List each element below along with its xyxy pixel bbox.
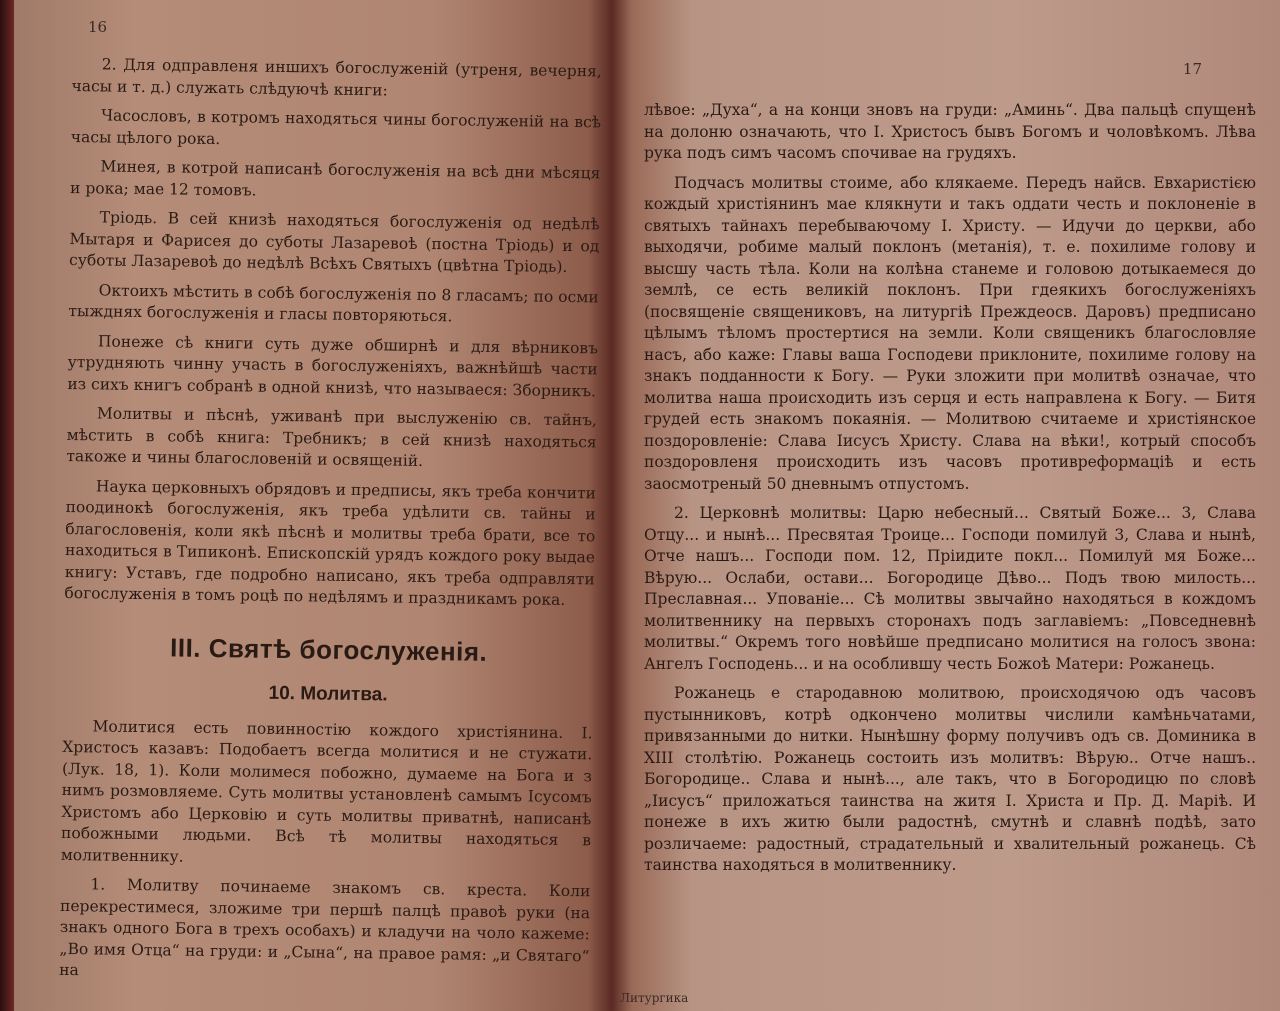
right-page	[612, 0, 1280, 1011]
paragraph: 1. Молитву починаеме знакомъ св. креста. Коли перекрестимеся, зложиме три першѣ палцѣ правоѣ руки (на знакъ одного Бога в трехъ особахъ) и кладучи на чоло кажеме: „Во имя Отца“ на груди: и „Сына“, на правое рамя: „и Святаго“ на	[59, 875, 591, 980]
right-page-body	[644, 100, 1256, 877]
subsection-title: 10. Молитва.	[268, 682, 388, 705]
section-title: III. Святѣ богослуженія.	[169, 631, 488, 667]
paragraph: Подчасъ молитвы стоиме, або клякаеме. Передъ найсв. Евхаристією кождый христіянинъ мае клякнути и такъ оддати честь и поклоненіе в святыхъ тайнахъ перебываючому І. Христу. — Идучи до церкви, або выходячи, робиме малый поклонъ (метанія), т. е. похилиме голову и высшу часть тѣла. Коли на колѣна станеме и головою дотыкаемеся до землѣ, се есть великій поклонъ. При гдеякихъ богослуженіяхъ (посвященіе священиковъ, на литургіѣ Преждеосв. Даровъ) предписано цѣлымъ тѣломъ простертися на земли. Коли священикъ благословляе насъ, або каже: Главы ваша Господеви приклоните, похилиме голову на знакъ подданности к Богу. — Руки зложити при молитвѣ означае, что молитва наша происходить изъ серця и есть направлена к Богу. — Битя грудей есть знакомъ покаянія. — Молитвою считаеме и христіянское поздоровленіе: Слава Іисусъ Христу. Слава на вѣки!, котрый способъ поздоровленя происходить изъ часовъ противреформаціѣ и есть заосмотреный 50 дневнымъ отпустомъ.	[644, 173, 1256, 493]
paragraph: 2. Церковнѣ молитвы: Царю небесный... Святый Боже... 3, Слава Отцу... и нынѣ... Пресвятая Троице... Господи помилуй 3, Слава и нынѣ, Отче нашъ... Господи пом. 12, Пріидите покл... Помилуй мя Боже... Вѣрую... Ослаби, остави... Богородице Дѣво... Подъ твою милость... Преславная... Упованіе... Сѣ молитвы звычайно находяться в кождомъ молитвеннику на первыхъ сторонахъ подъ заглавіемъ: „Повседневнѣ молитвы.“ Окремъ того новѣйше предписано молитися на голосъ звона: Ангелъ Господень... и на особлившу честь Божоѣ Матери: Рожанець.	[644, 504, 1256, 673]
paragraph: Молитися есть повинностію кождого христіянина. І. Христосъ казавъ: Подобаетъ всегда молитися и не стужати. (Лук. 18, 1). Коли молимеся побожно, думаеме на Бога и з нимъ розмовляеме. Суть молитвы установленѣ самымъ Ісусомъ Христомъ або Церковію и суть молитвы приватнѣ, написанѣ побожными людьми. Всѣ тѣ молитвы находяться в молитвеннику.	[60, 716, 593, 866]
paragraph: лѣвое: „Духа“, а на конци зновъ на груди: „Аминь“. Два пальцѣ спущенѣ на долоню означають, что І. Христосъ бывъ Богомъ и чоловѣкомъ. Лѣва рука подъ симъ часомъ спочивае на грудяхъ.	[644, 101, 1256, 162]
paragraph: Молитвы и пѣснѣ, уживанѣ при выслуженію св. тайнъ, мѣстить в собѣ книга: Требникъ; в сей книзѣ находяться такоже и чины благословеній и освященій.	[66, 404, 598, 470]
paragraph: Рожанець е стародавною молитвою, происходячою одъ часовъ пустынниковъ, котрѣ одкончено молитвы числили камѣньчатами, привязанными до нитки. Нынѣшну форму получивъ одъ св. Доминика в XIII столѣтію. Рожанець состоить изъ молитвъ: Вѣрую.. Отче нашъ.. Богородице.. Слава и нынѣ..., але такъ, что в Богородицю по словѣ „Іисусъ“ приложаться таинства на житя І. Христа и Пр. Д. Маріѣ. И понеже в ихъ житю были радостнѣ, смутнѣ и славнѣ подѣѣ, зато розличаеме: радостный, страдательный и хвалительный рожанець. Сѣ таинства находяться в молитвеннику.	[644, 684, 1256, 874]
left-page-body	[59, 54, 602, 989]
paragraph: Тріодь. В сей книзѣ находяться богослуженія од недѣлѣ Мытаря и Фарисея до суботы Лазаревоѣ (постна Тріодь) и од суботы Лазаревоѣ до недѣлѣ Всѣхъ Святыхъ (цвѣтна Тріодь).	[68, 208, 600, 276]
paragraph: 2. Для одправленя иншихъ богослуженій (утреня, вечерня, часы и т. д.) служать слѣдуючѣ книги:	[71, 55, 602, 99]
paragraph: Минея, в котрой написанѣ богослуженія на всѣ дни мѣсяця и рока; мае 12 томовъ.	[70, 157, 601, 200]
paragraph: Октоихъ мѣстить в собѣ богослуженія по 8 гласамъ; по осми тыжднях богослуженія и гласы повторяються.	[68, 280, 599, 326]
paragraph: Понеже сѣ книги суть дуже обширнѣ и для вѣрниковъ утрудняють чинну участь в богослуженіяхъ, важнѣйшѣ части из сихъ книгъ собранѣ в одной книзѣ, что называеся: Зборникъ.	[67, 331, 599, 400]
page-number-right: 17	[1182, 60, 1202, 78]
page-footer: Литургика	[620, 991, 689, 1005]
paragraph: Часословъ, в котромъ находяться чины богослуженій на всѣ часы цѣлого рока.	[70, 106, 602, 148]
left-page	[14, 0, 612, 1011]
paragraph: Наука церковныхъ обрядовъ и предписы, якъ треба кончити поодинокѣ богослуженія, якъ треба удѣлити св. тайны и благословенія, коли якѣ пѣснѣ и молитвы треба брати, все то находиться в Типиконѣ. Епископскій урядъ кождого року выдае книгу: Уставъ, где подробно написано, якъ треба одправляти богослуженія в томъ роцѣ по недѣлямъ и праздникамъ рока.	[64, 476, 597, 609]
page-number-left: 16	[88, 18, 108, 36]
